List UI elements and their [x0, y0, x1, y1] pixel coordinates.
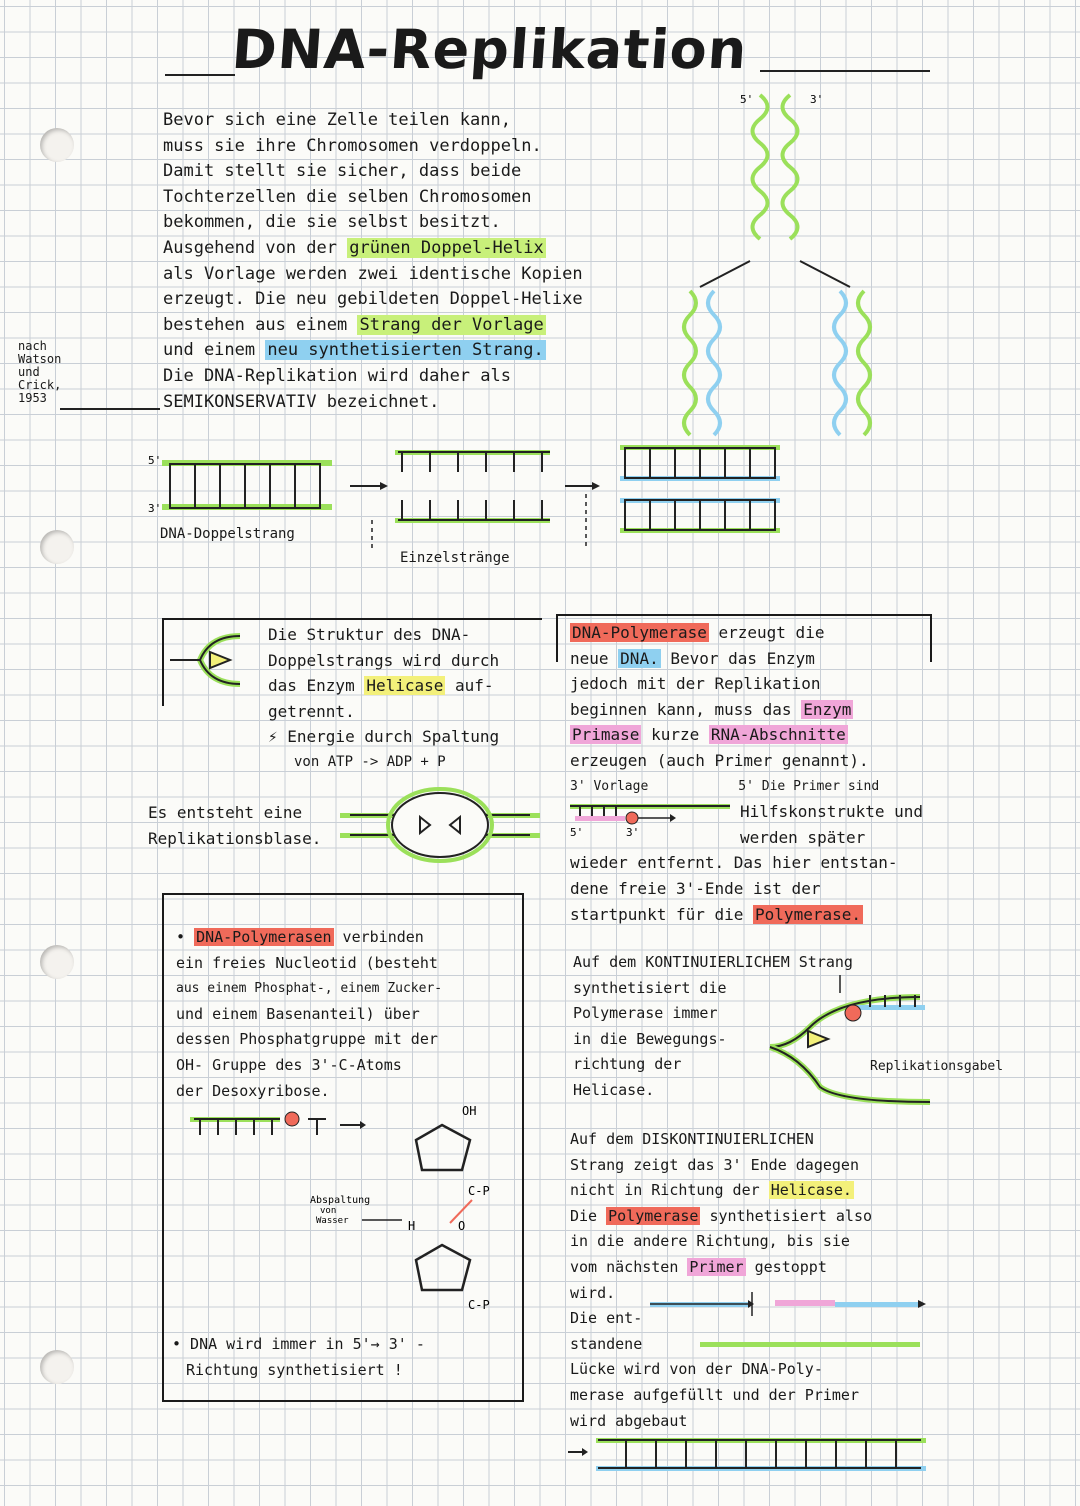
polymerase-text	[176, 925, 516, 1104]
discontinuous-line: in die andere Richtung, bis sie	[570, 1232, 850, 1251]
continuous-line: richtung der	[573, 1055, 682, 1074]
helicase-icon	[170, 630, 250, 690]
continuous-line: Auf dem KONTINUIERLICHEM Strang	[573, 953, 853, 971]
discontinuous-line: wird abgebaut	[570, 1411, 688, 1430]
oh-label: OH	[462, 1104, 477, 1118]
polymerase-line: und einem Basenanteil) über	[176, 1004, 420, 1023]
discontinuous-text-part: synthetisiert also	[700, 1206, 873, 1225]
polymerase-line: • DNA-Polymerasen verbinden	[176, 928, 424, 946]
primer-label-3: 3'	[626, 826, 640, 839]
highlight-polymerase-2: Polymerase	[608, 1206, 699, 1225]
discontinuous-line: Die ent-	[570, 1309, 643, 1328]
helicase-line: ⚡ Energie durch Spaltung	[268, 727, 500, 747]
discontinuous-line	[570, 1204, 935, 1230]
helicase-line: Die Struktur des DNA-	[268, 625, 471, 644]
primase-line: Hilfskonstrukte und	[740, 802, 924, 822]
label-single-strands: Einzelstränge	[400, 550, 510, 566]
primer-diagram	[570, 790, 740, 840]
intro-line	[163, 313, 663, 339]
discontinuous-line	[570, 1255, 935, 1281]
helix-diagram	[660, 85, 920, 445]
helicase-line: Doppelstrangs wird durch	[268, 650, 500, 670]
helicase-text-part: das Enzym	[268, 676, 365, 696]
primase-line: jedoch mit der Replikation	[570, 674, 821, 694]
primase-line: werden später	[740, 827, 866, 847]
side-note-line: nach	[18, 339, 47, 353]
highlight-enzym: Enzym	[803, 699, 852, 719]
label-double-strand: DNA-Doppelstrang	[160, 526, 295, 542]
highlight-primase: Primase	[572, 725, 640, 745]
binder-hole-2	[40, 530, 74, 564]
cp-label-1: C-P	[468, 1184, 490, 1198]
binder-hole-4	[40, 1350, 74, 1384]
continuous-line: synthetisiert die	[573, 978, 727, 997]
discontinuous-line	[570, 1178, 935, 1204]
binder-hole-1	[40, 128, 74, 162]
primase-text-part: 5' Die Primer sind	[738, 778, 880, 794]
primase-line	[570, 646, 930, 672]
discontinuous-line: Auf dem DISKONTINUIERLICHEN	[570, 1130, 814, 1148]
highlight-new-dna: DNA.	[620, 648, 659, 668]
helix-label-3: 3'	[810, 93, 824, 106]
direction-note	[172, 1332, 425, 1383]
binder-hole-3	[40, 945, 74, 979]
helicase-line: von ATP -> ADP + P	[294, 753, 446, 770]
primer-label-5: 5'	[570, 826, 584, 839]
cp-label-2: C-P	[468, 1298, 490, 1312]
side-note-line: und	[18, 365, 40, 379]
nucleotide-diagram	[180, 1095, 520, 1325]
polymerase-line: dessen Phosphatgruppe mit der	[176, 1030, 438, 1049]
discontinuous-text-part: vom nächsten	[570, 1257, 688, 1276]
side-note-line: Watson	[18, 352, 62, 366]
direction-line: Richtung synthetisiert !	[186, 1360, 403, 1379]
highlight-dna-polymerase: DNA-Polymerase	[572, 623, 707, 642]
replication-fork-diagram	[760, 975, 940, 1105]
direction-line: • DNA wird immer in 5'→ 3' -	[172, 1335, 425, 1353]
intro-line: SEMIKONSERVATIV bezeichnet.	[163, 391, 440, 412]
intro-line	[163, 236, 663, 262]
helicase-text	[268, 622, 548, 776]
highlight-rna: RNA-Abschnitte	[710, 725, 846, 745]
helicase-line: getrennt.	[268, 701, 355, 721]
primase-text-part: kurze	[641, 725, 709, 745]
highlight-helicase-2: Helicase.	[770, 1181, 852, 1200]
primase-line	[570, 697, 930, 723]
primase-line	[570, 902, 930, 928]
primase-text-part: erzeugt die	[708, 623, 825, 642]
bubble-line: Replikationsblase.	[148, 828, 322, 848]
intro-paragraph	[163, 108, 663, 415]
continuous-line: in die Bewegungs-	[573, 1029, 727, 1048]
side-note	[18, 340, 61, 405]
primase-text-part: 3' Vorlage	[570, 778, 649, 794]
intro-line: als Vorlage werden zwei identische Kopien	[163, 263, 583, 284]
side-note-pointer	[60, 408, 160, 410]
primase-text	[570, 620, 930, 927]
discontinuous-text-part: gestoppt	[745, 1257, 827, 1276]
discontinuous-line: Strang zeigt das 3' Ende dagegen	[570, 1155, 859, 1174]
polymerase-line: aus einem Phosphat-, einem Zucker-	[176, 981, 443, 997]
replication-bubble-icon	[340, 785, 540, 865]
lagging-strand-diagram	[640, 1290, 930, 1360]
primase-text-part: beginnen kann, muss das	[570, 699, 802, 719]
discontinuous-line: merase aufgefüllt und der Primer	[570, 1385, 859, 1404]
primase-text-part: neue	[570, 648, 619, 668]
continuous-line: Polymerase immer	[573, 1004, 718, 1023]
primase-line: wieder entfernt. Das hier entstan-	[570, 853, 898, 873]
polymerase-line: OH- Gruppe des 3'-C-Atoms	[176, 1055, 402, 1074]
filled-strand-diagram	[566, 1430, 936, 1480]
abspaltung-label: Wasser	[316, 1216, 349, 1226]
intro-line: muss sie ihre Chromosomen verdoppeln.	[163, 135, 542, 156]
side-note-line: 1953	[18, 391, 47, 405]
helix-label-5: 5'	[740, 93, 754, 106]
helicase-text-part: auf-	[445, 676, 494, 696]
discontinuous-line: standene	[570, 1334, 643, 1353]
highlight-new-strand: neu synthetisierten Strang.	[267, 340, 544, 361]
primase-line: erzeugen (auch Primer genannt).	[570, 750, 869, 770]
highlight-helicase: Helicase	[366, 676, 444, 696]
strand-label-5: 5'	[148, 454, 162, 467]
fork-label: Replikationsgabel	[870, 1059, 1004, 1074]
highlight-template-strand: Strang der Vorlage	[359, 314, 544, 335]
discontinuous-text-part: Die	[570, 1206, 607, 1225]
title-underline-right	[760, 70, 930, 72]
bubble-line: Es entsteht eine	[148, 803, 303, 822]
side-note-line: Crick,	[18, 378, 62, 392]
polymerase-text-part: verbinden	[333, 928, 424, 946]
intro-line: Die DNA-Replikation wird daher als	[163, 365, 511, 386]
primase-text-part: Bevor das Enzym	[660, 648, 815, 668]
intro-line	[163, 338, 663, 364]
discontinuous-text-part: nicht in Richtung der	[570, 1181, 769, 1200]
primase-line	[570, 620, 930, 646]
page-title: DNA-Replikation	[229, 18, 750, 81]
continuous-line: Helicase.	[573, 1080, 655, 1099]
discontinuous-line: Lücke wird von der DNA-Poly-	[570, 1360, 823, 1379]
primase-line: dene freie 3'-Ende ist der	[570, 878, 821, 898]
intro-line: erzeugt. Die neu gebildeten Doppel-Helixe	[163, 289, 583, 310]
intro-text: bestehen aus einem	[163, 314, 358, 335]
primase-text-part: startpunkt für die	[570, 904, 754, 924]
intro-text: und einem	[163, 340, 266, 361]
polymerase-line: ein freies Nucleotid (besteht	[176, 953, 438, 972]
intro-line: Bevor sich eine Zelle teilen kann,	[163, 110, 511, 130]
discontinuous-line: wird.	[570, 1283, 616, 1302]
polymerase-line: der Desoxyribose.	[176, 1081, 330, 1100]
helicase-line	[268, 673, 548, 699]
strand-label-3: 3'	[148, 502, 162, 515]
abspaltung-label: Abspaltung	[310, 1195, 371, 1206]
bubble-text	[148, 800, 321, 851]
h-label: H	[408, 1219, 416, 1233]
highlight-green-helix: grünen Doppel-Helix	[349, 237, 544, 258]
discontinuous-text	[570, 1127, 935, 1434]
intro-line: Tochterzellen die selben Chromosomen	[163, 186, 532, 207]
title-underline-left	[165, 74, 235, 76]
intro-text: Ausgehend von der	[163, 237, 348, 258]
highlight-primer: Primer	[689, 1257, 744, 1276]
highlight-dna-polymerasen: DNA-Polymerasen	[196, 928, 332, 946]
intro-line: Damit stellt sie sicher, dass beide	[163, 161, 522, 182]
intro-line: bekommen, die sie selbst besitzt.	[163, 212, 501, 233]
highlight-polymerase: Polymerase.	[755, 904, 861, 924]
o-label: O	[458, 1219, 466, 1233]
primase-line	[570, 722, 930, 748]
abspaltung-label: von	[320, 1206, 337, 1216]
